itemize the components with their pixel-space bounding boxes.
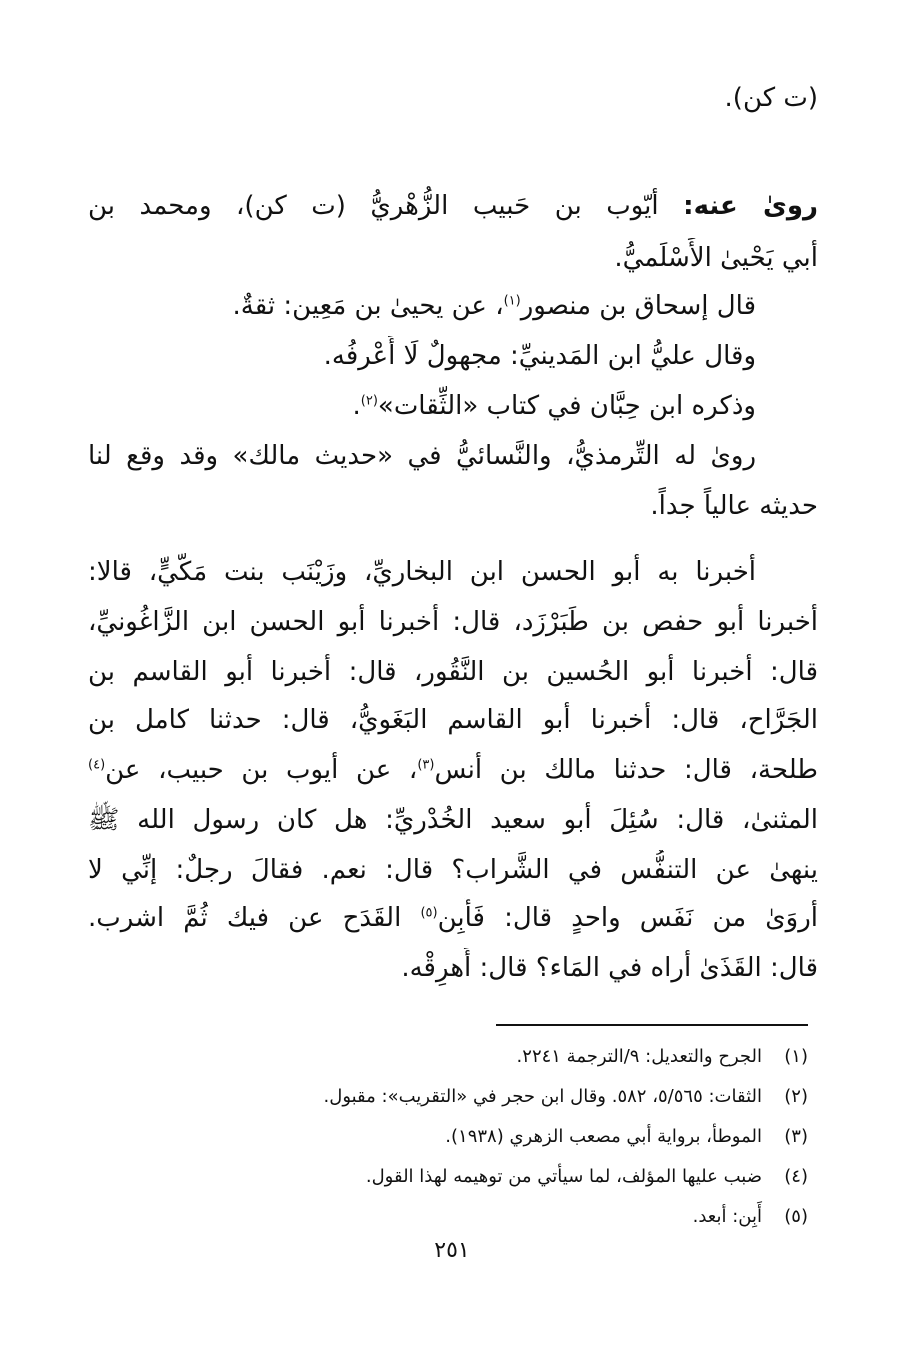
hadith-line-4: قال: القَذَىٰ أراه في المَاء؟ قال: أَهرِقْه. [401,953,818,983]
footnote-number: (١) [784,1046,808,1067]
footnote-text: الجرح والتعديل: ٩/الترجمة ٢٢٤١. [516,1046,762,1067]
page-number: ٢٥١ [434,1238,470,1263]
hadith-line-3-text: أروَىٰ من نَفَس واحدٍ قال: فَأَبِن [437,903,818,933]
footnote-number: (٤) [784,1166,808,1187]
footnote-3 [158,1122,808,1152]
ishaq-text: قال إسحاق بن منصور [520,291,756,321]
footnote-ref-5: (٥) [420,905,438,921]
hadith-line-3-rest: القَدَح عن فيك ثُمَّ اشرب. [88,903,421,933]
hadith-line-2: ينهىٰ عن التنفُّس في الشَّراب؟ قال: نعم. فقالَ رجلٌ: إنِّي لا [88,855,818,885]
footnote-separator [496,1024,808,1026]
footnote-ref-4: (٤) [88,757,106,773]
footnote-number: (٣) [784,1126,808,1147]
narrators-label: روىٰ عنه: [683,191,818,221]
footnote-text: أَبِن: أبعد. [692,1206,762,1227]
hibban-text-rest: . [352,391,361,421]
footnote-2 [158,1082,808,1112]
isnad-line-3: قال: أخبرنا أبو الحُسين بن النَّقُور، قال: أخبرنا أبو القاسم بن [88,657,818,687]
hibban-mention [88,386,756,426]
footnote-ref-2: (٢) [360,393,378,409]
continuation-line: (ت كن). [724,83,818,113]
isnad-line-1: أخبرنا به أبو الحسن ابن البخاريِّ، وزَيْنَب بنت مَكّيٍّ، قالا: [88,557,756,587]
hadith-line-1: المثنىٰ، قال: سُئِلَ أبو سعيد الخُدْريِّ: هل كان رسول الله ﷺ [88,805,818,835]
narrators-from-line-2: أبي يَحْيىٰ الأَسْلَميُّ. [614,243,818,273]
narrated-by-line-2: حديثه عالياً جداً. [650,491,818,521]
footnote-1 [158,1042,808,1072]
footnote-ref-1: (١) [503,293,521,309]
ishaq-quote [88,286,756,326]
isnad-line-2: أخبرنا أبو حفص بن طَبَرْزَد، قال: أخبرنا أبو الحسن ابن الزَّاغُونيِّ، [88,607,818,637]
footnote-ref-3: (٣) [417,757,435,773]
footnote-text: الموطأ، برواية أبي مصعب الزهري (١٩٣٨). [445,1126,762,1147]
ishaq-text-rest: ، عن يحيىٰ بن مَعِين: ثقةٌ. [232,291,504,321]
hibban-text: وذكره ابن حِبَّان في كتاب «الثِّقات» [377,391,756,421]
footnote-number: (٥) [784,1206,808,1227]
narrators-from-line-1 [88,186,818,226]
footnote-5 [158,1202,808,1232]
isnad-line-5-text: طلحة، قال: حدثنا مالك بن أنس [434,755,818,785]
hadith-line-3 [88,898,818,938]
isnad-line-5-rest: ، عن أيوب بن حبيب، عن [105,755,418,785]
footnote-4 [158,1162,808,1192]
footnote-text: ضبب عليها المؤلف، لما سيأتي من توهيمه لهذا القول. [365,1166,762,1187]
narrated-by-line-1: روىٰ له التِّرمذيُّ، والنَّسائيُّ في «حديث مالك» وقد وقع لنا [88,441,756,471]
footnote-text: الثقات: ٥/٥٦٥، ٥٨٢. وقال ابن حجر في «التقريب»: مقبول. [323,1086,762,1107]
isnad-line-4: الجَرَّاح، قال: أخبرنا أبو القاسم البَغَويُّ، قال: حدثنا كامل بن [88,705,818,735]
footnote-number: (٢) [784,1086,808,1107]
isnad-line-5 [88,750,818,790]
madini-quote: وقال عليُّ ابن المَدينيِّ: مجهولٌ لَا أَعْرفُه. [323,341,756,371]
narrators-list-1: أيّوب بن حَبيب الزُّهْريُّ (ت كن)، ومحمد بن [88,191,659,221]
